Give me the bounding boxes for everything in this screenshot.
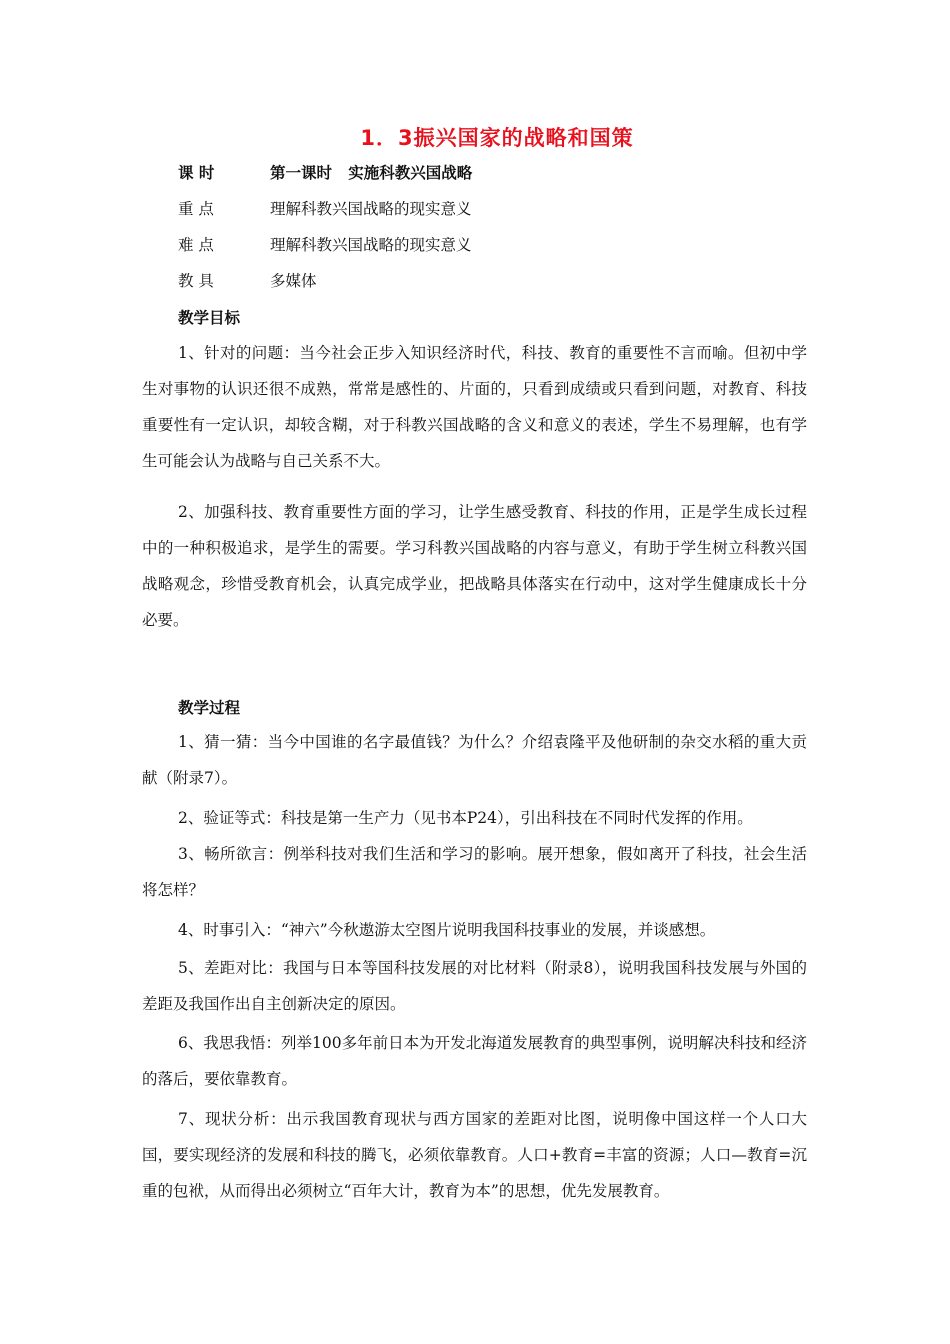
process-step: 4、时事引入：“神六”今秋遨游太空图片说明我国科技事业的发展，并谈感想。 [178,921,716,939]
process-step: 1、猜一猜：当今中国谁的名字最值钱？为什么？介绍袁隆平及他研制的杂交水稻的重大贡献（附录7）。 [142,733,807,787]
goal-paragraph: 1、针对的问题：当今社会正步入知识经济时代，科技、教育的重要性不言而喻。但初中学生对事物的认识还很不成熟，常常是感性的、片面的，只看到成绩或只看到问题，对教育、科技重要性有一定认识，却较含糊，对于科教兴国战略的含义和意义的表述，学生不易理解，也有学生可能会认为战略与自己关系不大。 [142,344,807,470]
meta-key: 难 点 [178,236,214,254]
process-step: 7、现状分析：出示我国教育现状与西方国家的差距对比图，说明像中国这样一个人口大国，要实现经济的发展和科技的腾飞，必须依靠教育。人口+教育=丰富的资源；人口—教育=沉重的包袱，从而得出必须树立“百年大计，教育为本”的思想，优先发展教育。 [142,1110,807,1200]
page-title: 1．3振兴国家的战略和国策 [360,126,634,150]
process-heading: 教学过程 [178,699,241,717]
meta-key: 课 时 [178,164,215,182]
meta-row-lesson [178,163,472,183]
meta-row-focus [178,199,472,219]
meta-key: 教 具 [178,272,214,290]
process-step: 3、畅所欲言：例举科技对我们生活和学习的影响。展开想象，假如离开了科技，社会生活将怎样？ [142,845,807,899]
process-step: 5、差距对比：我国与日本等国科技发展的对比材料（附录8），说明我国科技发展与外国的差距及我国作出自主创新决定的原因。 [142,959,807,1013]
goals-heading: 教学目标 [178,309,241,327]
meta-value: 理解科教兴国战略的现实意义 [270,200,472,218]
process-step: 2、验证等式：科技是第一生产力（见书本P24），引出科技在不同时代发挥的作用。 [178,809,753,827]
meta-row-tools [178,271,317,291]
process-step: 6、我思我悟：列举100多年前日本为开发北海道发展教育的典型事例，说明解决科技和经济的落后，要依靠教育。 [142,1034,807,1088]
meta-value: 多媒体 [270,272,317,290]
meta-key: 重 点 [178,200,214,218]
meta-value: 理解科教兴国战略的现实意义 [270,236,472,254]
meta-value: 第一课时 实施科教兴国战略 [270,164,473,182]
goal-paragraph: 2、加强科技、教育重要性方面的学习，让学生感受教育、科技的作用，正是学生成长过程中的一种积极追求，是学生的需要。学习科教兴国战略的内容与意义，有助于学生树立科教兴国战略观念，珍惜受教育机会，认真完成学业，把战略具体落实在行动中，这对学生健康成长十分必要。 [142,503,807,629]
meta-row-difficulty [178,235,472,255]
